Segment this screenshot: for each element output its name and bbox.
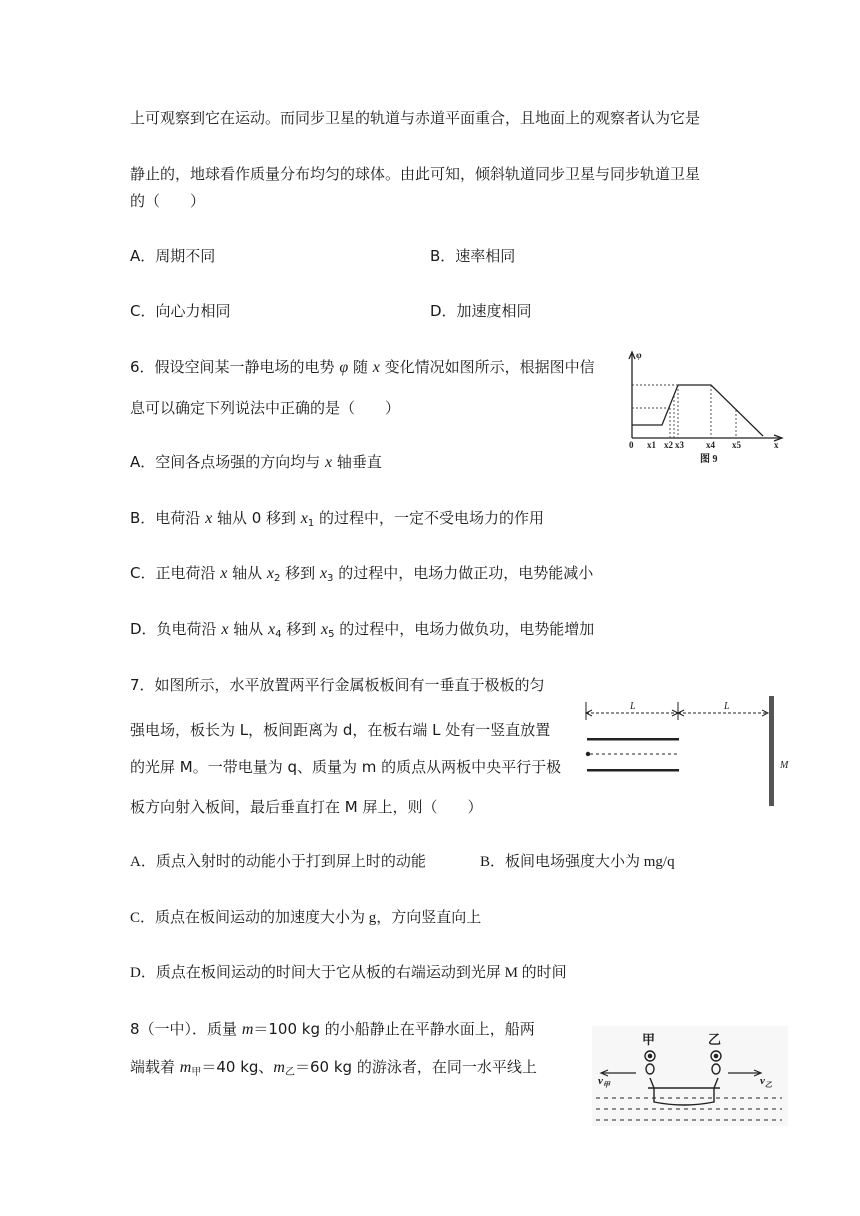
q5-line-1: 上可观察到它在运动。而同步卫星的轨道与赤道平面重合，且地面上的观察者认为它是 [130, 109, 701, 127]
label-jia: 甲 [642, 1032, 656, 1047]
tick-x3: x3 [675, 440, 684, 450]
q6-option-d: D．负电荷沿 x 轴从 $x_4$ 移到 $x_5$ 的过程中，电场力做负功，电势能增加 [130, 620, 595, 640]
q8-stem-line-2: 端载着 $m_甲=40$ kg、$m_乙=60$ kg 的游泳者，在同一水平线上 [130, 1058, 537, 1078]
v-yi-label: $v_乙$ [760, 1075, 772, 1089]
charged-particle [586, 752, 590, 756]
light-screen [769, 696, 774, 806]
tick-x5: x5 [732, 440, 741, 450]
q7-option-a: A．质点入射时的动能小于打到屏上时的动能 [130, 854, 426, 870]
q6-stem-line-2: 息可以确定下列说法中正确的是（ ） [130, 399, 401, 417]
q7-stem-line-4: 板方向射入板间，最后垂直打在 M 屏上，则（ ） [130, 798, 483, 816]
tick-x1: x1 [647, 440, 656, 450]
label-L-gap: L [724, 701, 730, 712]
q6-stem-line-1: 6．假设空间某一静电场的电势 φ 随 x 变化情况如图所示，根据图中信 [130, 358, 595, 376]
q8-stem-line-1: 8（一中）．质量 m＝100 kg 的小船静止在平静水面上，船两 [130, 1020, 535, 1038]
figure-caption: 图 9 [700, 454, 718, 465]
tick-x2: x2 [664, 440, 673, 450]
phi-axis-label: φ [636, 350, 642, 360]
origin-label: 0 [629, 440, 634, 450]
q7-stem-line-2: 强电场，板长为 L，板间距离为 d，在板右端 L 处有一竖直放置 [130, 721, 551, 739]
label-yi: 乙 [708, 1032, 722, 1047]
lower-plate [587, 769, 679, 772]
q7-stem-line-1: 7．如图所示，水平放置两平行金属板板间有一垂直于极板的匀 [130, 676, 545, 694]
q7-option-c: C．质点在板间运动的加速度大小为 g，方向竖直向上 [130, 910, 482, 926]
tick-x4: x4 [706, 440, 715, 450]
q7-option-b: B．板间电场强度大小为 mg/q [480, 854, 675, 870]
potential-curve [632, 385, 763, 436]
q5-line-3: 的（ ） [130, 192, 206, 210]
parallel-plates-figure [580, 692, 789, 812]
label-M: M [780, 760, 789, 771]
q6-option-a: A．空间各点场强的方向均与 x 轴垂直 [130, 453, 382, 471]
potential-graph-figure [622, 346, 792, 466]
x-axis-label: x [774, 440, 779, 450]
label-L-plate: L [630, 701, 636, 712]
q5-option-a: A．周期不同 [130, 247, 216, 265]
q7-option-d: D．质点在板间运动的时间大于它从板的右端运动到光屏 M 的时间 [130, 965, 567, 981]
upper-plate [587, 738, 679, 741]
q5-option-b: B．速率相同 [430, 247, 516, 265]
boat-swimmers-figure [592, 1026, 788, 1126]
q7-stem-line-3: 的光屏 M。一带电量为 q、质量为 m 的质点从两板中央平行于极 [130, 758, 562, 776]
q5-line-2: 静止的，地球看作质量分布均匀的球体。由此可知，倾斜轨道同步卫星与同步轨道卫星 [130, 165, 701, 183]
q5-option-d: D．加速度相同 [430, 302, 532, 320]
q6-option-b: B．电荷沿 x 轴从 0 移到 $x_1$ 的过程中，一定不受电场力的作用 [130, 509, 545, 529]
q6-option-c: C．正电荷沿 x 轴从 $x_2$ 移到 $x_3$ 的过程中，电场力做正功，电势能减小 [130, 564, 594, 584]
q5-option-c: C．向心力相同 [130, 302, 231, 320]
v-jia-label: $v_甲$ [598, 1075, 610, 1089]
